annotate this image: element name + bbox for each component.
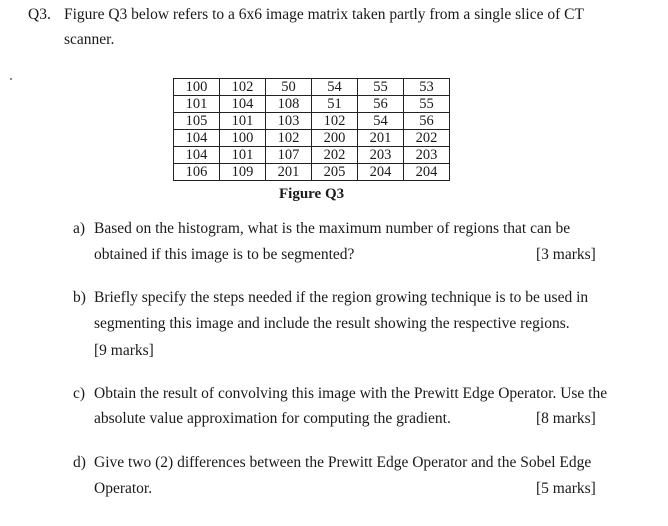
matrix-row <box>174 164 450 181</box>
matrix-cell: 51 <box>312 96 358 113</box>
part-d-line-1: Give two (2) differences between the Prewitt Edge Operator and the Sobel Edge <box>94 454 592 471</box>
matrix-cell: 55 <box>404 96 450 113</box>
part-a-marks: [3 marks] <box>536 246 596 263</box>
matrix-cell: 104 <box>220 96 266 113</box>
part-b-marks: [9 marks] <box>94 342 154 359</box>
matrix-cell: 50 <box>266 79 312 96</box>
matrix-cell: 102 <box>220 79 266 96</box>
matrix-row <box>174 79 450 96</box>
part-a-line-2: obtained if this image is to be segmented? <box>94 246 355 263</box>
part-a-label: a) <box>73 220 86 237</box>
scan-speck <box>10 78 12 80</box>
matrix-cell: 101 <box>174 96 220 113</box>
question-text-line-2: scanner. <box>64 31 115 48</box>
matrix-row <box>174 147 450 164</box>
matrix-cell: 203 <box>404 147 450 164</box>
part-d-label: d) <box>73 454 86 471</box>
figure-caption: Figure Q3 <box>279 186 345 202</box>
matrix-cell: 56 <box>358 96 404 113</box>
matrix-cell: 105 <box>174 113 220 130</box>
matrix-cell: 201 <box>266 164 312 181</box>
part-b-label: b) <box>73 289 86 306</box>
matrix-cell: 202 <box>312 147 358 164</box>
part-d-line-2: Operator. <box>94 480 153 497</box>
matrix-row <box>174 113 450 130</box>
question-number: Q3. <box>28 6 51 23</box>
part-c-line-2: absolute value approximation for computing the gradient. <box>94 410 451 427</box>
question-text-line-1: Figure Q3 below refers to a 6x6 image matrix taken partly from a single slice of CT <box>64 6 584 23</box>
part-c-marks: [8 marks] <box>536 410 596 427</box>
matrix-cell: 100 <box>220 130 266 147</box>
matrix-cell: 104 <box>174 147 220 164</box>
matrix-row <box>174 130 450 147</box>
matrix-cell: 106 <box>174 164 220 181</box>
part-c-line-1: Obtain the result of convolving this image with the Prewitt Edge Operator. Use the <box>94 385 608 402</box>
matrix-cell: 102 <box>266 130 312 147</box>
matrix-cell: 54 <box>312 79 358 96</box>
matrix-cell: 101 <box>220 113 266 130</box>
part-b-line-1: Briefly specify the steps needed if the region growing technique is to be used in <box>94 289 589 306</box>
matrix-cell: 107 <box>266 147 312 164</box>
matrix-cell: 101 <box>220 147 266 164</box>
part-d-marks: [5 marks] <box>536 480 596 497</box>
matrix-cell: 202 <box>404 130 450 147</box>
matrix-cell: 104 <box>174 130 220 147</box>
matrix-cell: 54 <box>358 113 404 130</box>
matrix-cell: 204 <box>404 164 450 181</box>
matrix-row <box>174 96 450 113</box>
matrix-cell: 103 <box>266 113 312 130</box>
matrix-cell: 55 <box>358 79 404 96</box>
matrix-cell: 100 <box>174 79 220 96</box>
matrix-cell: 205 <box>312 164 358 181</box>
matrix-cell: 109 <box>220 164 266 181</box>
matrix-cell: 56 <box>404 113 450 130</box>
matrix-cell: 53 <box>404 79 450 96</box>
matrix-cell: 204 <box>358 164 404 181</box>
matrix-cell: 200 <box>312 130 358 147</box>
matrix-cell: 108 <box>266 96 312 113</box>
part-a-line-1: Based on the histogram, what is the maximum number of regions that can be <box>94 220 571 237</box>
matrix-cell: 203 <box>358 147 404 164</box>
matrix-cell: 102 <box>312 113 358 130</box>
part-c-label: c) <box>73 385 86 402</box>
image-matrix-table <box>173 78 450 181</box>
matrix-cell: 201 <box>358 130 404 147</box>
part-b-line-2: segmenting this image and include the result showing the respective regions. <box>94 315 570 332</box>
